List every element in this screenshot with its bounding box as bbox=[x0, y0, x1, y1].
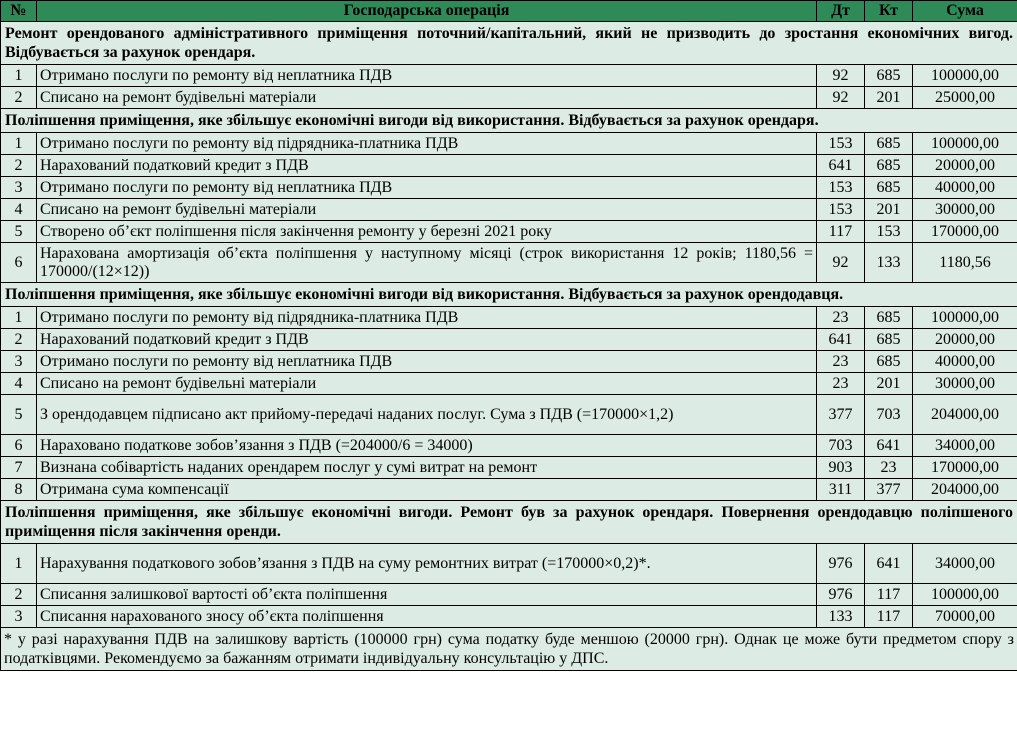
credit-account: 117 bbox=[865, 606, 913, 628]
debit-account: 903 bbox=[817, 457, 865, 479]
entry-number: 5 bbox=[1, 395, 37, 435]
entry-amount: 70000,00 bbox=[913, 606, 1017, 628]
entry-number: 5 bbox=[1, 221, 37, 243]
header-num: № bbox=[1, 1, 37, 22]
table-row bbox=[1, 544, 1017, 584]
operation-description: Списано на ремонт будівельні матеріали bbox=[37, 87, 817, 109]
operation-description: Нарахований податковий кредит з ПДВ bbox=[37, 329, 817, 351]
table-row bbox=[1, 177, 1017, 199]
entry-amount: 100000,00 bbox=[913, 65, 1017, 87]
table-row bbox=[1, 435, 1017, 457]
entry-number: 6 bbox=[1, 435, 37, 457]
entry-number: 3 bbox=[1, 351, 37, 373]
table-row bbox=[1, 155, 1017, 177]
table-row bbox=[1, 351, 1017, 373]
entry-amount: 34000,00 bbox=[913, 435, 1017, 457]
entry-number: 4 bbox=[1, 373, 37, 395]
entry-number: 4 bbox=[1, 199, 37, 221]
credit-account: 153 bbox=[865, 221, 913, 243]
entry-amount: 1180,56 bbox=[913, 243, 1017, 283]
entry-number: 1 bbox=[1, 307, 37, 329]
debit-account: 153 bbox=[817, 177, 865, 199]
debit-account: 92 bbox=[817, 243, 865, 283]
entry-amount: 30000,00 bbox=[913, 373, 1017, 395]
debit-account: 23 bbox=[817, 373, 865, 395]
credit-account: 117 bbox=[865, 584, 913, 606]
table-row bbox=[1, 243, 1017, 283]
operation-description: Нарахована амортизація об’єкта поліпшення у наступному місяці (строк використання 12 років; 1180,56 = 170000/(12×12)) bbox=[37, 243, 817, 283]
table-row bbox=[1, 307, 1017, 329]
entry-amount: 170000,00 bbox=[913, 457, 1017, 479]
table-row bbox=[1, 221, 1017, 243]
operation-description: Нараховано податкове зобов’язання з ПДВ (=204000/6 = 34000) bbox=[37, 435, 817, 457]
entry-amount: 204000,00 bbox=[913, 479, 1017, 501]
debit-account: 92 bbox=[817, 87, 865, 109]
operation-description: Отримано послуги по ремонту від підрядника-платника ПДВ bbox=[37, 307, 817, 329]
entry-number: 3 bbox=[1, 177, 37, 199]
entry-amount: 34000,00 bbox=[913, 544, 1017, 584]
debit-account: 153 bbox=[817, 199, 865, 221]
entry-amount: 20000,00 bbox=[913, 155, 1017, 177]
entry-amount: 100000,00 bbox=[913, 307, 1017, 329]
section-title: Поліпшення приміщення, яке збільшує економічні вигоди від використання. Відбувається за рахунок орендаря. bbox=[1, 109, 1017, 133]
operation-description: З орендодавцем підписано акт прийому-передачі наданих послуг. Сума з ПДВ (=170000×1,2) bbox=[37, 395, 817, 435]
operation-description: Нарахування податкового зобов’язання з ПДВ на суму ремонтних витрат (=170000×0,2)*. bbox=[37, 544, 817, 584]
entry-amount: 20000,00 bbox=[913, 329, 1017, 351]
credit-account: 641 bbox=[865, 544, 913, 584]
section-header-row bbox=[1, 109, 1017, 133]
table-row bbox=[1, 373, 1017, 395]
entry-number: 2 bbox=[1, 87, 37, 109]
operation-description: Списання нарахованого зносу об’єкта поліпшення bbox=[37, 606, 817, 628]
credit-account: 685 bbox=[865, 307, 913, 329]
section-title: Ремонт орендованого адміністративного приміщення поточний/капітальний, який не призводить до зростання економічних вигод. Відбувається за рахунок орендаря. bbox=[1, 22, 1017, 65]
table-row bbox=[1, 329, 1017, 351]
section-header-row bbox=[1, 501, 1017, 544]
header-credit: Кт bbox=[865, 1, 913, 22]
credit-account: 685 bbox=[865, 133, 913, 155]
debit-account: 976 bbox=[817, 544, 865, 584]
credit-account: 201 bbox=[865, 199, 913, 221]
operation-description: Отримано послуги по ремонту від неплатника ПДВ bbox=[37, 177, 817, 199]
header-sum: Сума bbox=[913, 1, 1017, 22]
entry-amount: 100000,00 bbox=[913, 584, 1017, 606]
credit-account: 685 bbox=[865, 65, 913, 87]
entry-amount: 204000,00 bbox=[913, 395, 1017, 435]
credit-account: 685 bbox=[865, 329, 913, 351]
credit-account: 641 bbox=[865, 435, 913, 457]
footnote-row bbox=[1, 628, 1017, 671]
credit-account: 377 bbox=[865, 479, 913, 501]
operation-description: Створено об’єкт поліпшення після закінчення ремонту у березні 2021 року bbox=[37, 221, 817, 243]
entry-number: 1 bbox=[1, 544, 37, 584]
operation-description: Списано на ремонт будівельні матеріали bbox=[37, 373, 817, 395]
credit-account: 685 bbox=[865, 155, 913, 177]
debit-account: 133 bbox=[817, 606, 865, 628]
debit-account: 641 bbox=[817, 329, 865, 351]
entry-amount: 40000,00 bbox=[913, 351, 1017, 373]
entry-number: 8 bbox=[1, 479, 37, 501]
credit-account: 23 bbox=[865, 457, 913, 479]
debit-account: 641 bbox=[817, 155, 865, 177]
header-operation: Господарська операція bbox=[37, 1, 817, 22]
entry-number: 2 bbox=[1, 155, 37, 177]
operation-description: Списано на ремонт будівельні матеріали bbox=[37, 199, 817, 221]
debit-account: 92 bbox=[817, 65, 865, 87]
debit-account: 23 bbox=[817, 307, 865, 329]
debit-account: 377 bbox=[817, 395, 865, 435]
operation-description: Отримано послуги по ремонту від підрядника-платника ПДВ bbox=[37, 133, 817, 155]
debit-account: 703 bbox=[817, 435, 865, 457]
operation-description: Нарахований податковий кредит з ПДВ bbox=[37, 155, 817, 177]
table-row bbox=[1, 395, 1017, 435]
section-header-row bbox=[1, 283, 1017, 307]
header-debit: Дт bbox=[817, 1, 865, 22]
debit-account: 153 bbox=[817, 133, 865, 155]
credit-account: 133 bbox=[865, 243, 913, 283]
operation-description: Отримана сума компенсації bbox=[37, 479, 817, 501]
entry-number: 1 bbox=[1, 133, 37, 155]
table-row bbox=[1, 479, 1017, 501]
table-body bbox=[1, 22, 1017, 628]
credit-account: 685 bbox=[865, 351, 913, 373]
debit-account: 117 bbox=[817, 221, 865, 243]
table-row bbox=[1, 65, 1017, 87]
operation-description: Визнана собівартість наданих орендарем послуг у сумі витрат на ремонт bbox=[37, 457, 817, 479]
operation-description: Отримано послуги по ремонту від неплатника ПДВ bbox=[37, 351, 817, 373]
entry-number: 1 bbox=[1, 65, 37, 87]
entry-amount: 100000,00 bbox=[913, 133, 1017, 155]
debit-account: 311 bbox=[817, 479, 865, 501]
entry-number: 2 bbox=[1, 329, 37, 351]
table-row bbox=[1, 606, 1017, 628]
table-row bbox=[1, 87, 1017, 109]
table-row bbox=[1, 199, 1017, 221]
section-title: Поліпшення приміщення, яке збільшує економічні вигоди. Ремонт був за рахунок орендаря. Повернення орендодавцю поліпшеного приміщення після закінчення оренди. bbox=[1, 501, 1017, 544]
operation-description: Отримано послуги по ремонту від неплатника ПДВ bbox=[37, 65, 817, 87]
table-row bbox=[1, 457, 1017, 479]
credit-account: 703 bbox=[865, 395, 913, 435]
footnote-text: * у разі нарахування ПДВ на залишкову вартість (100000 грн) сума податку буде меншою (20000 грн). Однак це може бути предметом спору з податківцями. Рекомендуємо за бажанням отримати індивідуальну консультацію у ДПС. bbox=[1, 628, 1017, 671]
entry-number: 3 bbox=[1, 606, 37, 628]
entry-amount: 25000,00 bbox=[913, 87, 1017, 109]
credit-account: 201 bbox=[865, 373, 913, 395]
entry-amount: 170000,00 bbox=[913, 221, 1017, 243]
entry-number: 7 bbox=[1, 457, 37, 479]
section-header-row bbox=[1, 22, 1017, 65]
debit-account: 23 bbox=[817, 351, 865, 373]
entry-amount: 40000,00 bbox=[913, 177, 1017, 199]
entry-amount: 30000,00 bbox=[913, 199, 1017, 221]
credit-account: 201 bbox=[865, 87, 913, 109]
table-row bbox=[1, 584, 1017, 606]
credit-account: 685 bbox=[865, 177, 913, 199]
entry-number: 6 bbox=[1, 243, 37, 283]
section-title: Поліпшення приміщення, яке збільшує економічні вигоди від використання. Відбувається за рахунок орендодавця. bbox=[1, 283, 1017, 307]
debit-account: 976 bbox=[817, 584, 865, 606]
entry-number: 2 bbox=[1, 584, 37, 606]
operation-description: Списання залишкової вартості об’єкта поліпшення bbox=[37, 584, 817, 606]
table-header-row bbox=[1, 1, 1017, 22]
table-row bbox=[1, 133, 1017, 155]
